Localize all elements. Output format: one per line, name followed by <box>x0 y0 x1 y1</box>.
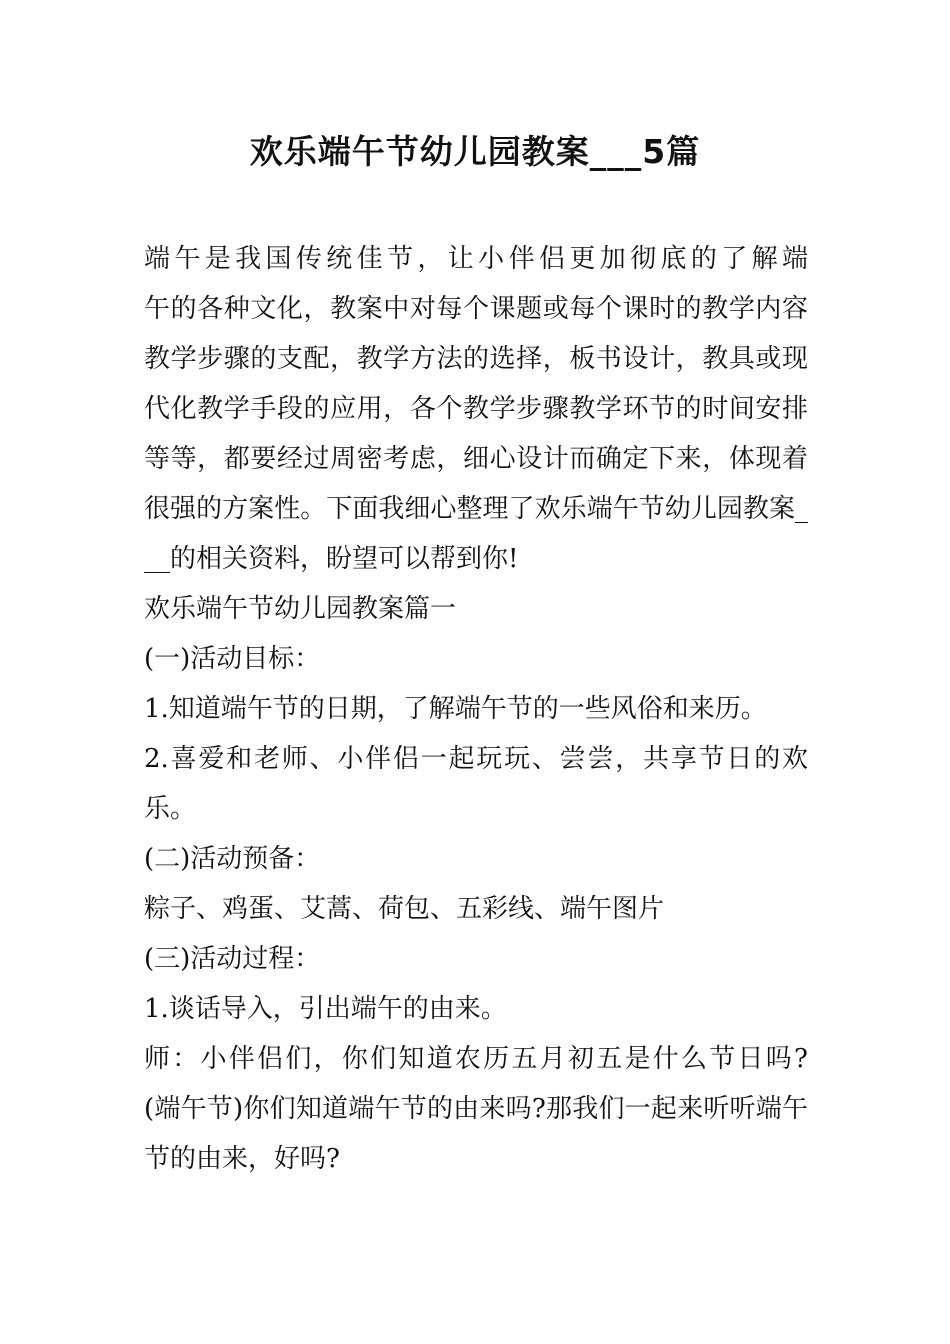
intro-line-1: 端午是我国传统佳节，让小伴侣更加彻底的了解端 <box>144 244 808 274</box>
process-step-1: 1.谈话导入，引出端午的由来。 <box>144 994 507 1024</box>
goal-item-2-cont: 乐。 <box>144 794 197 824</box>
intro-line-5: 等等，都要经过周密考虑，细心设计而确定下来，体现着 <box>144 444 808 474</box>
goal-item-2: 2.喜爱和老师、小伴侣一起玩玩、尝尝，共享节日的欢 <box>144 744 808 774</box>
intro-line-2: 午的各种文化，教案中对每个课题或每个课时的教学内容 <box>144 294 808 324</box>
dialogue-line-2: (端午节)你们知道端午节的由来吗?那我们一起来听听端午 <box>144 1094 808 1124</box>
preparation-items: 粽子、鸡蛋、艾蒿、荷包、五彩线、端午图片 <box>144 894 665 924</box>
section-heading: 欢乐端午节幼儿园教案篇一 <box>144 594 457 624</box>
dialogue-line-1: 师：小伴侣们，你们知道农历五月初五是什么节日吗? <box>144 1044 808 1074</box>
subheading-process: (三)活动过程： <box>144 944 321 974</box>
subheading-preparation: (二)活动预备： <box>144 844 321 874</box>
intro-line-4: 代化教学手段的应用，各个教学步骤教学环节的时间安排 <box>144 394 808 424</box>
document-title: 欢乐端午节幼儿园教案___5篇 <box>249 132 701 171</box>
intro-line-7: __的相关资料，盼望可以帮到你! <box>144 544 519 574</box>
dialogue-line-3: 节的由来，好吗? <box>144 1144 340 1174</box>
intro-line-3: 教学步骤的支配，教学方法的选择，板书设计，教具或现 <box>144 344 808 374</box>
intro-line-6: 很强的方案性。下面我细心整理了欢乐端午节幼儿园教案_ <box>144 494 808 524</box>
goal-item-1: 1.知道端午节的日期，了解端午节的一些风俗和来历。 <box>144 694 767 724</box>
document-body <box>144 234 808 1184</box>
subheading-goals: (一)活动目标： <box>144 644 321 674</box>
